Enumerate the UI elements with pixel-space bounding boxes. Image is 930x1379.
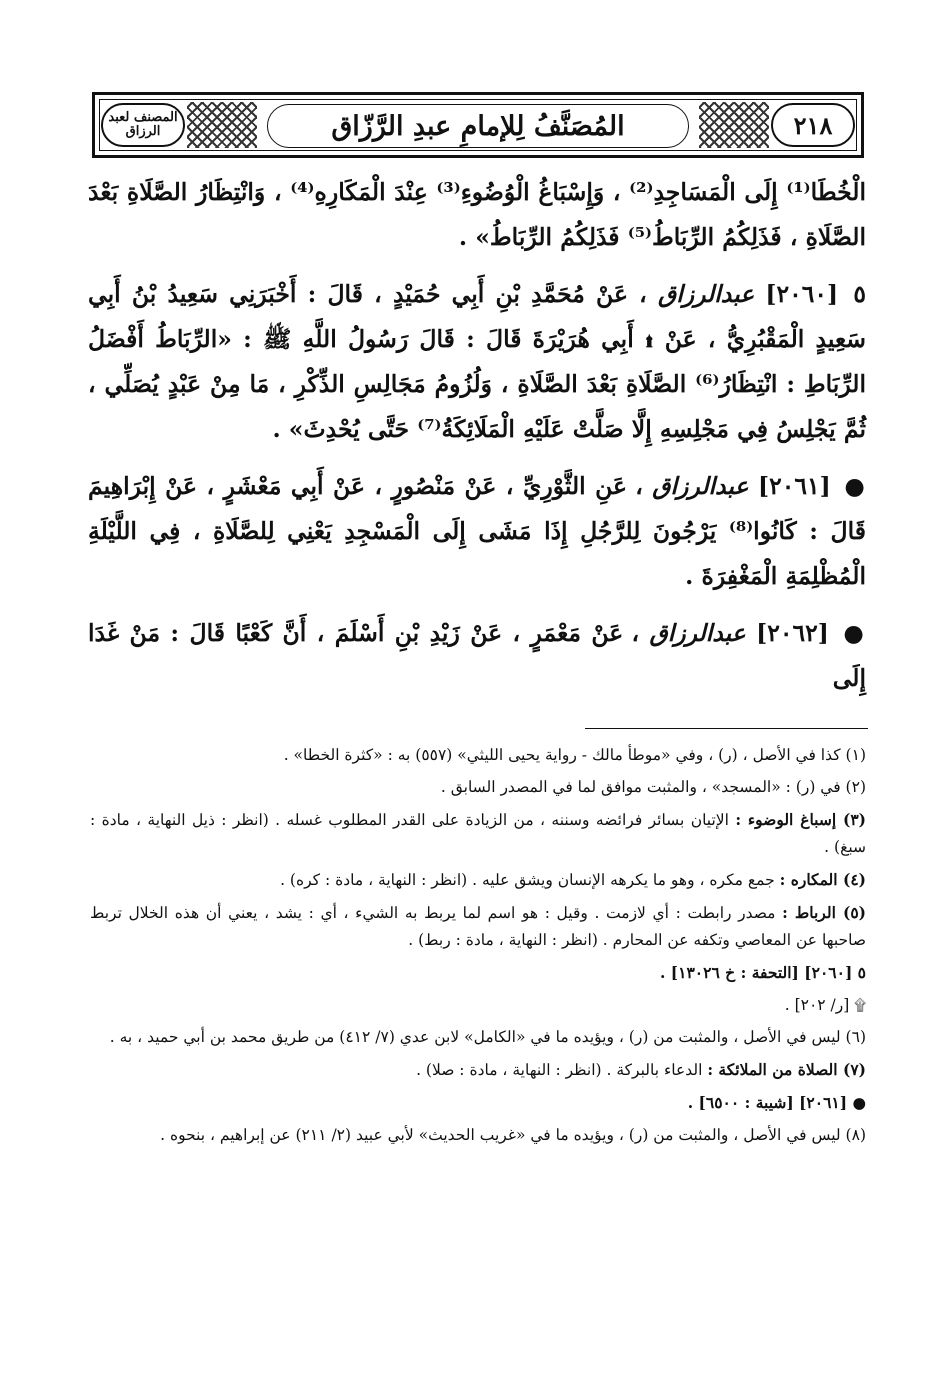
footnote [90,899,866,954]
footnote-text: (١) كذا في الأصل ، (ر) ، وفي «موطأ مالك - رواية يحيى الليثي» (٥٥٧) به : «كثرة الخطا» . [283,746,866,764]
hadith-marker: ● [843,619,866,647]
hadith-paragraph [88,464,866,599]
footnote-text: الإتيان بسائر فرائضه وسننه ، من الزيادة على القدر المطلوب غسله . (انظر : ذيل النهاية ، مادة : سبغ) . [90,811,866,856]
footnote [90,742,866,769]
footnote-text: مصدر رابطت : أي لازمت . وقيل : هو اسم لما يربط به الشيء ، أي : يشد ، يعني أن هذه الخلال تربط صاحبها عن المعاصي وتكفه عن المحارم . (انظر : النهاية ، مادة : ربط) . [90,904,866,949]
hadith-marker: ٥ [853,280,867,308]
hadith-number: [٢٠٦٢] [756,619,829,647]
paragraph-text: الْخُطَا⁽¹⁾ إِلَى الْمَسَاجِدِ⁽²⁾ ، وَإِسْبَاغُ الْوُضُوءِ⁽³⁾ عِنْدَ الْمَكَارِهِ⁽⁴⁾ ، وَانْتِظَارُ الصَّلَاةِ بَعْدَ الصَّلَاةِ ، فَذَلِكُمُ الرِّبَاطُ⁽⁵⁾ فَذَلِكُمُ الرِّبَاطُ» . [88,178,866,251]
footnote [90,959,866,987]
footnote-label: (٣) إسباغ الوضوء : [735,810,866,829]
footnote-text: الدعاء بالبركة . (انظر : النهاية ، مادة : صلا) . [416,1061,708,1079]
narrator-name: عبدالرزاق [649,619,746,647]
paragraph-text: ، عَنْ مُحَمَّدِ بْنِ أَبِي حُمَيْدٍ ، قَالَ : أَخْبَرَنِي سَعِيدُ بْنُ أَبِي سَعِيدٍ الْمَقْبُرِيُّ ، عَنْ ۩ أَبِي هُرَيْرَةَ قَالَ : قَالَ رَسُولُ اللَّهِ ﷺ : «الرِّبَاطُ أَفْضَلُ الرِّبَاطِ : انْتِظَارُ⁽⁶⁾ الصَّلَاةِ بَعْدَ الصَّلَاةِ ، وَلُزُومُ مَجَالِسِ الذِّكْرِ ، مَا مِنْ عَبْدٍ يُصَلِّي ، ثُمَّ يَجْلِسُ فِي مَجْلِسِهِ إِلَّا صَلَّتْ عَلَيْهِ الْمَلَائِكَةُ⁽⁷⁾ حَتَّى يُحْدِثَ» . [88,280,867,443]
footnote-text: ۩ [ر/ ٢٠٢] . [784,996,866,1014]
footnote-divider [585,728,868,729]
footnote-label: ● [٢٠٦١] [شيبة : ٦٥٠٠] . [687,1093,866,1112]
paragraph-text: ، عَنْ مَعْمَرٍ ، عَنْ زَيْدِ بْنِ أَسْلَمَ ، أَنَّ كَعْبًا قَالَ : مَنْ غَدَا إِلَى [88,619,866,692]
page-header [92,92,864,158]
footnote [90,1122,866,1149]
ornament-band [699,102,769,148]
footnote [90,774,866,801]
footnote-label: (٤) المكاره : [779,870,866,889]
footnote-label: (٧) الصلاة من الملائكة : [707,1060,866,1079]
footnote [90,866,866,894]
footnotes [90,742,866,1154]
book-title: المُصَنَّفُ لِلإمامِ عبدِ الرَّزّاق [267,104,689,148]
footnote [90,1024,866,1051]
ornament-band [187,102,257,148]
hadith-paragraph [88,272,866,452]
footnote-text: (٦) ليس في الأصل ، والمثبت من (ر) ، ويؤيده ما في «الكامل» لابن عدي (٧/ ٤١٢) من طريق محمد بن أبي حميد ، به . [109,1028,866,1046]
hadith-number: [٢٠٦٠] [765,280,839,308]
hadith-paragraph [88,611,866,701]
narrator-name: عبدالرزاق [652,472,749,500]
paragraph-text: ، عَنِ الثَّوْرِيِّ ، عَنْ مَنْصُورٍ ، عَنْ أَبِي مَعْشَرٍ ، عَنْ إِبْرَاهِيمَ قَالَ : كَانُوا⁽⁸⁾ يَرْجُونَ لِلرَّجُلِ إِذَا مَشَى إِلَى الْمَسْجِدِ يَعْنِي لِلصَّلَاةِ ، فِي اللَّيْلَةِ الْمُظْلِمَةِ الْمَغْفِرَةَ . [88,472,866,590]
footnote-label: ٥ [٢٠٦٠] [التحفة : خ ١٣٠٢٦] . [660,963,866,982]
book-logo [101,103,185,147]
main-text [88,170,866,713]
narrator-name: عبدالرزاق [657,280,755,308]
hadith-number: [٢٠٦١] [757,472,831,500]
hadith-paragraph [88,170,866,260]
book-logo-text: المصنف لعبد الرزاق [108,110,178,139]
footnote [90,992,866,1019]
footnote [90,806,866,861]
footnote [90,1056,866,1084]
page-number: ٢١٨ [771,103,855,147]
footnote-text: (٢) في (ر) : «المسجد» ، والمثبت موافق لما في المصدر السابق . [440,778,866,796]
footnote [90,1089,866,1117]
footnote-text: جمع مكره ، وهو ما يكرهه الإنسان ويشق عليه . (انظر : النهاية ، مادة : كره) . [280,871,780,889]
hadith-marker: ● [844,472,866,500]
footnote-text: (٨) ليس في الأصل ، والمثبت من (ر) ، ويؤيده ما في «غريب الحديث» لأبي عبيد (٢/ ٢١١) عن إبراهيم ، بنحوه . [160,1126,866,1144]
footnote-label: (٥) الرباط : [782,903,866,922]
